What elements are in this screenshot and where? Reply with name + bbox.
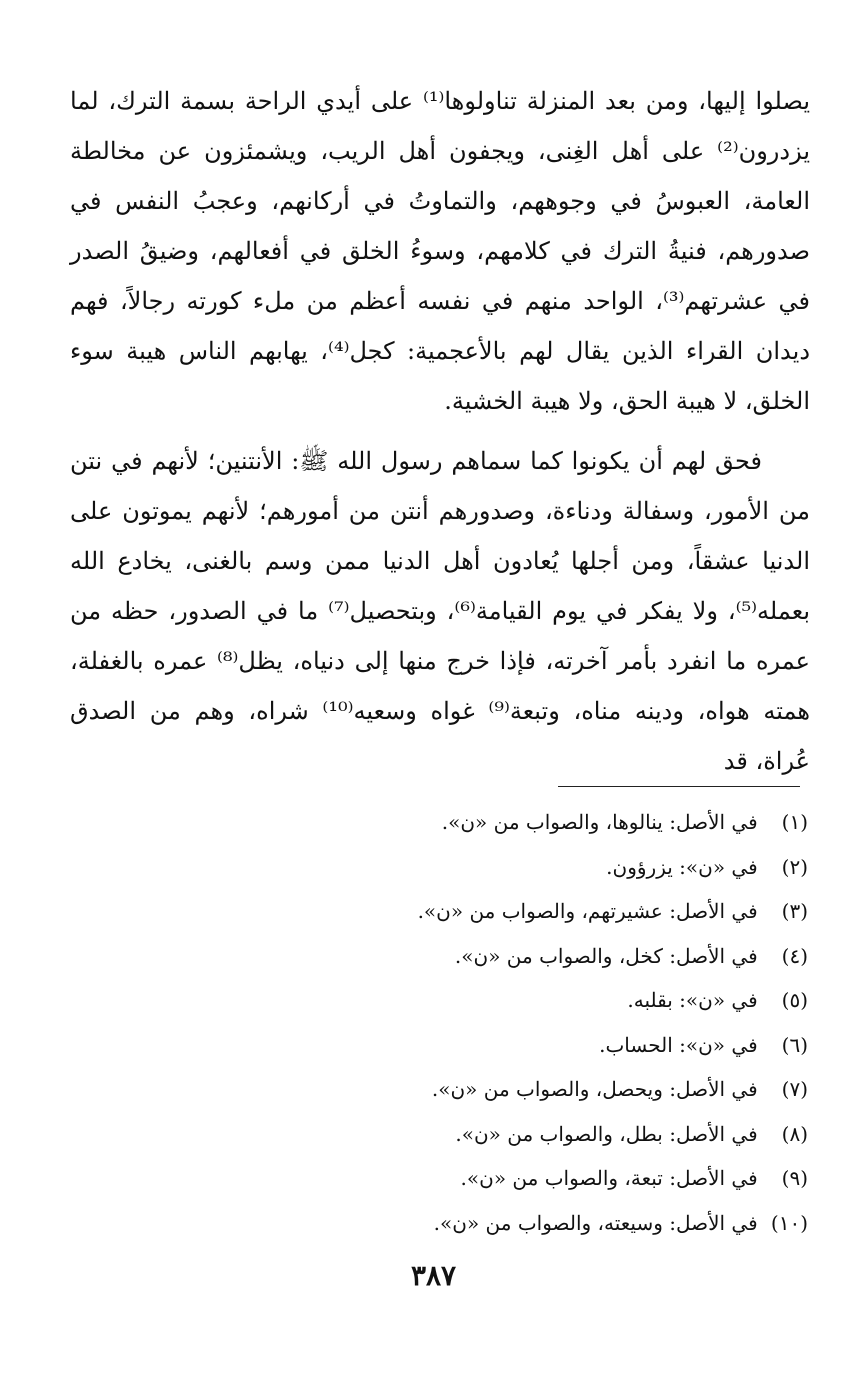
footnote-text: في «ن»: بقلبه. — [627, 988, 758, 1012]
footnote-text: في الأصل: بطل، والصواب من «ن». — [455, 1121, 758, 1146]
main-text — [70, 76, 810, 786]
footnote-number: (٦) — [781, 1032, 808, 1057]
footnote-number: (٧) — [781, 1077, 808, 1101]
footnote-text: في الأصل: ينالوها، والصواب من «ن». — [441, 810, 758, 834]
footnotes-list — [70, 800, 808, 1245]
footnote-item — [70, 1112, 808, 1157]
footnote-number: (٢) — [781, 854, 808, 879]
footnote-text: في الأصل: عشيرتهم، والصواب من «ن». — [417, 899, 758, 923]
footnote-item — [70, 845, 808, 890]
footnote-item — [70, 934, 808, 979]
page-number: ٣٨٧ — [410, 1259, 457, 1292]
footnote-text: في الأصل: كخل، والصواب من «ن». — [454, 943, 758, 968]
footnote-item — [70, 1023, 808, 1068]
footnote-item — [70, 889, 808, 934]
footnote-text: في «ن»: يزرؤون. — [606, 854, 758, 879]
footnote-item — [70, 1156, 808, 1201]
footnote-number: (٨) — [781, 1121, 808, 1146]
footnote-item — [70, 978, 808, 1023]
footnote-text: في الأصل: وسيعته، والصواب من «ن». — [433, 1210, 758, 1235]
footnote-item — [70, 1067, 808, 1112]
footnote-number: (٤) — [781, 943, 808, 968]
paragraph-1: يصلوا إليها، ومن بعد المنزلة تناولوها⁽¹⁾ على أيدي الراحة بسمة الترك، لما يزدرون⁽²⁾ على أهل الغِنى، ويجفون أهل الريب، ويشمئزون عن مخالطة العامة، العبوسُ في وجوههم، والتماوتُ في أركانهم، وعجبُ النفس في صدورهم، فنيةُ الترك في كلامهم، وسوءُ الخلق في أفعالهم، وضيقُ الصدر في عشرتهم⁽³⁾، الواحد منهم في نفسه أعظم من ملء كورته رجالاً، فهم ديدان القراء الذين يقال لهم بالأعجمية: كجل⁽⁴⁾، يهابهم الناس هيبة سوء الخلق، لا هيبة الحق، ولا هيبة الخشية. — [70, 87, 811, 415]
footnote-item — [70, 800, 808, 845]
footnote-number: (٩) — [781, 1166, 808, 1190]
footnote-number: (١٠) — [770, 1210, 808, 1235]
paragraph-2: فحق لهم أن يكونوا كما سماهم رسول الله ﷺ: الأنتنين؛ لأنهم في نتن من الأمور، وسفالة ودناءة، وصدورهم أنتن من أمورهم؛ لأنهم يموتون على الدنيا عشقاً، ومن أجلها يُعادون أهل الدنيا ممن وسم بالغنى، يخادع الله بعمله⁽⁵⁾، ولا يفكر في يوم القيامة⁽⁶⁾، وبتحصيل⁽⁷⁾ ما في الصدور، حظه من عمره ما انفرد بأمر آخرته، فإذا خرج منها إلى دنياه، يظل⁽⁸⁾ عمره بالغفلة، همته هواه، ودينه مناه، وتبعة⁽⁹⁾ غواه وسعيه⁽¹⁰⁾ شراه، وهم من الصدق عُراة، قد — [70, 447, 810, 775]
footnote-number: (٣) — [781, 899, 808, 923]
footnote-item — [70, 1201, 808, 1246]
footnote-text: في الأصل: تبعة، والصواب من «ن». — [460, 1166, 758, 1190]
footnote-number: (٥) — [781, 988, 808, 1012]
footnote-number: (١) — [781, 810, 808, 834]
footnote-divider — [558, 786, 800, 787]
footnote-text: في الأصل: ويحصل، والصواب من «ن». — [431, 1077, 758, 1101]
footnote-text: في «ن»: الحساب. — [599, 1032, 758, 1057]
